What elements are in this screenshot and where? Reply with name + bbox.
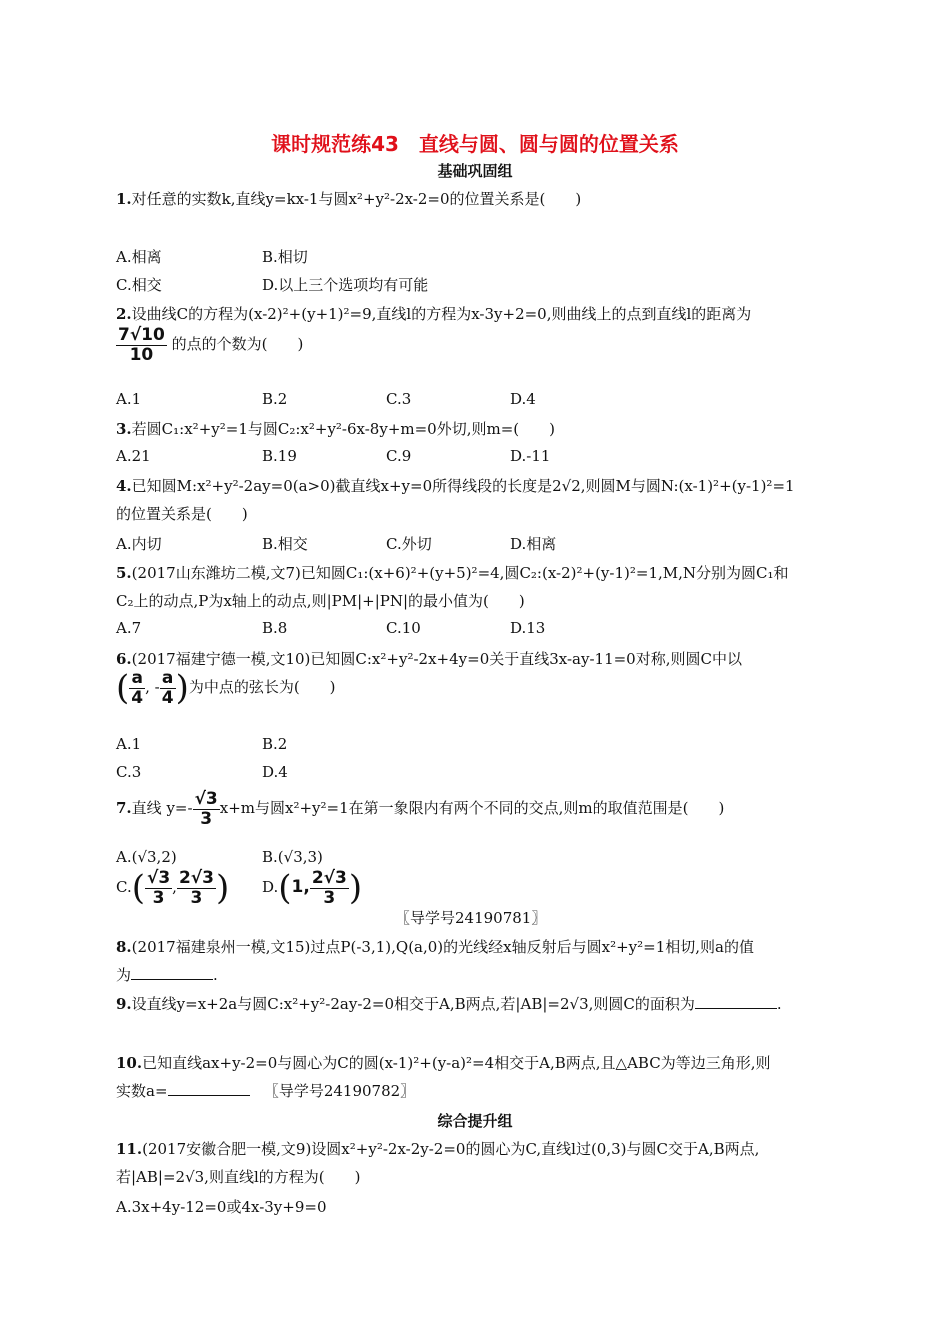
question-text-tail: 的点的个数为( ): [171, 335, 304, 354]
answer-blank[interactable]: [695, 994, 777, 1009]
point-separator: , -: [145, 678, 160, 696]
option-b: B.2: [262, 735, 288, 753]
question-1: [116, 188, 581, 209]
question-4-cont: 的位置关系是( ): [116, 505, 248, 523]
question-text: 若圆C₁:x²+y²=1与圆C₂:x²+y²-6x-8y+m=0外切,则m=( ): [131, 420, 555, 438]
question-6-cont: [116, 668, 336, 708]
option-a: A.(√3,2): [116, 848, 177, 866]
left-paren: (: [116, 668, 130, 708]
question-number: 1.: [116, 190, 132, 208]
option-d: D.4: [510, 390, 536, 408]
question-text: 设曲线C的方程为(x-2)²+(y+1)²=9,直线l的方程为x-3y+2=0,则曲线上的点到直线l的距离为: [131, 305, 752, 323]
question-text: (2017安徽合肥一模,文9)设圆x²+y²-2x-2y-2=0的圆心为C,直线l过(0,3)与圆C交于A,B两点,: [142, 1140, 760, 1158]
question-text: (2017福建泉州一模,文15)过点P(-3,1),Q(a,0)的光线经x轴反射后与圆x²+y²=1相切,则a的值: [131, 938, 754, 956]
period: .: [776, 995, 782, 1013]
option-c: C.3: [116, 763, 142, 781]
question-2-cont: [116, 326, 303, 364]
question-3: [116, 418, 555, 439]
left-paren: (: [278, 868, 292, 908]
fraction-denominator: 4: [131, 687, 144, 708]
fraction-numerator: √3: [146, 867, 171, 888]
option-label: C.: [116, 878, 132, 896]
question-text-tail: 为中点的弦长为( ): [188, 678, 336, 696]
question-number: 3.: [116, 420, 132, 438]
option-a: A.1: [116, 735, 142, 753]
fraction-numerator: 2√3: [311, 867, 347, 888]
slope-fraction: [193, 790, 220, 828]
option-a: A.3x+4y-12=0或4x-3y+9=0: [116, 1198, 327, 1216]
fraction-denominator: 3: [310, 888, 349, 908]
option-c: C.10: [386, 619, 421, 637]
question-number: 5.: [116, 564, 132, 582]
question-8-cont: [116, 964, 218, 985]
option-d: D.相离: [510, 535, 557, 553]
fraction-numerator: √3: [194, 789, 218, 809]
question-number: 7.: [116, 799, 132, 818]
option-a: A.内切: [116, 535, 162, 553]
question-number: 2.: [116, 305, 132, 323]
question-text-cont: 实数a=: [116, 1082, 168, 1100]
question-10-cont: [116, 1080, 415, 1101]
question-8: [116, 936, 754, 957]
fraction-denominator: 3: [193, 809, 220, 829]
question-6: [116, 648, 742, 669]
left-paren: (: [131, 868, 145, 908]
question-number: 11.: [116, 1140, 143, 1158]
question-number: 6.: [116, 650, 132, 668]
option-d: D.-11: [510, 447, 551, 465]
option-c: C.( $\frac{√3}{3}$ , $\frac{2√3}{3}$ ): [116, 867, 230, 908]
option-c: C.3: [386, 390, 412, 408]
question-text: (2017福建宁德一模,文10)已知圆C:x²+y²-2x+4y=0关于直线3x-ay-11=0对称,则圆C中以: [131, 650, 742, 668]
question-number: 8.: [116, 938, 132, 956]
fraction-numerator: a: [161, 667, 174, 688]
question-4: [116, 475, 795, 496]
question-text: 设直线y=x+2a与圆C:x²+y²-2ay-2=0相交于A,B两点,若|AB|=2√3,则圆C的面积为: [131, 995, 695, 1013]
option-c: C.9: [386, 447, 412, 465]
page-title: 课时规范练43 直线与圆、圆与圆的位置关系: [271, 132, 679, 156]
fraction-denominator: 3: [145, 888, 172, 908]
fraction-numerator: a: [131, 667, 143, 688]
question-9: [116, 993, 782, 1014]
answer-blank[interactable]: [168, 1081, 250, 1096]
question-11: [116, 1138, 759, 1159]
option-label: D.: [262, 878, 279, 896]
option-b: B.相切: [262, 248, 308, 266]
option-a: A.21: [116, 447, 151, 465]
right-paren: ): [348, 868, 363, 908]
question-number: 4.: [116, 477, 132, 495]
reference-number: 〖导学号24190782〗: [263, 1082, 416, 1100]
question-5: [116, 562, 789, 583]
question-text: 已知直线ax+y-2=0与圆心为C的圆(x-1)²+(y-a)²=4相交于A,B两点,且△ABC为等边三角形,则: [142, 1054, 771, 1072]
option-d: D.4: [262, 763, 288, 781]
fraction-denominator: 3: [177, 888, 216, 908]
fraction-numerator: 2√3: [178, 867, 214, 888]
fraction-denominator: 10: [116, 345, 167, 365]
option-a: A.1: [116, 390, 142, 408]
question-11-cont: 若|AB|=2√3,则直线l的方程为( ): [116, 1168, 361, 1186]
interval-upper-fraction: [310, 869, 349, 907]
option-b: B.8: [262, 619, 288, 637]
question-5-cont: C₂上的动点,P为x轴上的动点,则|PM|+|PN|的最小值为( ): [116, 592, 525, 610]
point-fraction-x: [129, 669, 145, 707]
option-c: C.相交: [116, 276, 162, 294]
option-d: D.以上三个选项均有可能: [262, 276, 429, 294]
question-2: [116, 303, 751, 324]
right-paren: ): [175, 668, 189, 708]
answer-blank[interactable]: [131, 965, 213, 980]
question-7: [116, 790, 724, 828]
option-a: A.相离: [116, 248, 162, 266]
question-text-pre: 直线 y=-: [131, 799, 193, 818]
option-b: B.2: [262, 390, 288, 408]
reference-number: 〖导学号24190781〗: [395, 909, 547, 927]
option-d: [262, 868, 362, 908]
question-number: 10.: [116, 1054, 143, 1072]
fraction-denominator: 4: [161, 687, 174, 708]
question-text: 已知圆M:x²+y²-2ay=0(a>0)截直线x+y=0所得线段的长度是2√2,则圆M与圆N:(x-1)²+(y-1)²=1: [131, 477, 795, 495]
option-d: D.13: [510, 619, 546, 637]
option-c: C.外切: [386, 535, 432, 553]
interval-upper-fraction: [177, 869, 216, 907]
distance-fraction: [116, 326, 167, 364]
interval-lower: 1,: [291, 877, 310, 897]
option-b: B.相交: [262, 535, 308, 553]
question-text: 对任意的实数k,直线y=kx-1与圆x²+y²-2x-2=0的位置关系是( ): [131, 190, 582, 208]
interval-lower-fraction: [145, 869, 172, 907]
right-paren: ): [215, 868, 230, 908]
period: .: [213, 966, 218, 984]
option-a: A.7: [116, 619, 142, 637]
fraction-numerator: 7√10: [118, 325, 165, 345]
question-text: x+m与圆x²+y²=1在第一象限内有两个不同的交点,则m的取值范围是( ): [219, 799, 725, 818]
question-number: 9.: [116, 995, 132, 1013]
section-advanced: 综合提升组: [437, 1112, 513, 1130]
point-fraction-y: [160, 669, 176, 707]
question-text-cont: 为: [116, 966, 132, 984]
question-10: [116, 1052, 770, 1073]
option-b: B.19: [262, 447, 297, 465]
option-b: B.(√3,3): [262, 848, 323, 866]
question-text: (2017山东潍坊二模,文7)已知圆C₁:(x+6)²+(y+5)²=4,圆C₂:(x-2)²+(y-1)²=1,M,N分别为圆C₁和: [131, 564, 789, 582]
section-basic: 基础巩固组: [437, 162, 513, 180]
